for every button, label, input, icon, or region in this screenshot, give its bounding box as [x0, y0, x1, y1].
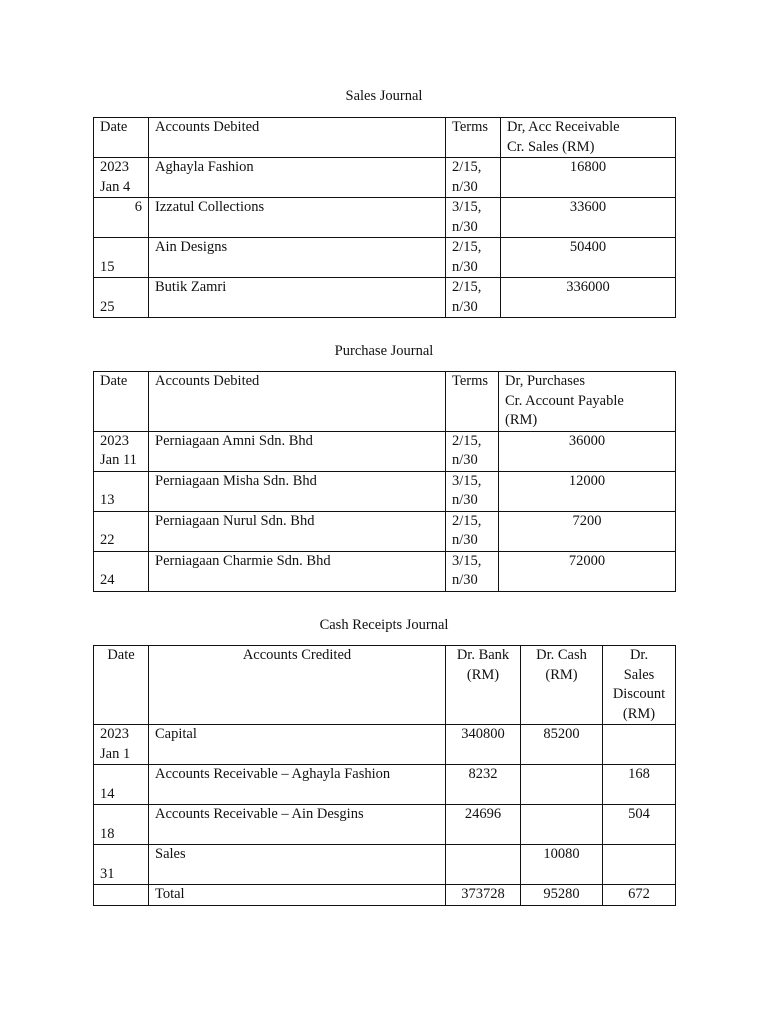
row-discount: 504	[603, 805, 676, 845]
row-terms: 2/15, n/30	[446, 511, 499, 551]
row-account: Aghayla Fashion	[149, 158, 446, 198]
row-account: Ain Designs	[149, 238, 446, 278]
total-cash: 95280	[521, 885, 603, 906]
row-date: 2023 Jan 11	[94, 431, 149, 471]
table-header-row	[94, 118, 676, 158]
row-cash: 10080	[521, 845, 603, 885]
row-account: Total	[149, 885, 446, 906]
row-amount: 36000	[499, 431, 676, 471]
row-cash	[521, 805, 603, 845]
table-total-row	[94, 885, 676, 906]
row-account: Sales	[149, 845, 446, 885]
row-date: 2023 Jan 4	[94, 158, 149, 198]
table-header-row	[94, 646, 676, 725]
row-date: 24	[94, 551, 149, 591]
row-terms: 3/15, n/30	[446, 198, 501, 238]
table-row	[94, 471, 676, 511]
header-date: Date	[94, 372, 149, 432]
header-sales-discount: Dr. Sales Discount (RM)	[603, 646, 676, 725]
row-discount	[603, 845, 676, 885]
row-date: 25	[94, 278, 149, 318]
row-discount	[603, 725, 676, 765]
row-cash: 85200	[521, 725, 603, 765]
header-terms: Terms	[446, 118, 501, 158]
row-account: Accounts Receivable – Aghayla Fashion	[149, 765, 446, 805]
row-date: 14	[94, 765, 149, 805]
row-bank: 8232	[446, 765, 521, 805]
header-date: Date	[94, 118, 149, 158]
row-amount: 50400	[501, 238, 676, 278]
cash-receipts-journal-title: Cash Receipts Journal	[319, 617, 449, 633]
table-row	[94, 278, 676, 318]
row-bank: 24696	[446, 805, 521, 845]
row-discount: 168	[603, 765, 676, 805]
table-header-row	[94, 372, 676, 432]
row-account: Perniagaan Amni Sdn. Bhd	[149, 431, 446, 471]
table-row	[94, 431, 676, 471]
table-row	[94, 198, 676, 238]
row-account: Izzatul Collections	[149, 198, 446, 238]
table-row	[94, 725, 676, 765]
sales-journal-table	[93, 117, 676, 318]
row-account: Butik Zamri	[149, 278, 446, 318]
header-cash: Dr. Cash (RM)	[521, 646, 603, 725]
total-discount: 672	[603, 885, 676, 906]
row-terms: 3/15, n/30	[446, 551, 499, 591]
row-date: 18	[94, 805, 149, 845]
purchase-journal-table	[93, 371, 676, 592]
row-date: 2023 Jan 1	[94, 725, 149, 765]
row-terms: 2/15, n/30	[446, 238, 501, 278]
row-account: Capital	[149, 725, 446, 765]
row-date: 15	[94, 238, 149, 278]
header-terms: Terms	[446, 372, 499, 432]
table-row	[94, 845, 676, 885]
header-amount: Dr, Purchases Cr. Account Payable (RM)	[499, 372, 676, 432]
row-terms: 2/15, n/30	[446, 278, 501, 318]
purchase-journal-title: Purchase Journal	[334, 343, 434, 359]
row-amount: 336000	[501, 278, 676, 318]
row-terms: 2/15, n/30	[446, 431, 499, 471]
row-account: Accounts Receivable – Ain Desgins	[149, 805, 446, 845]
row-date: 13	[94, 471, 149, 511]
row-amount: 12000	[499, 471, 676, 511]
header-accounts-debited: Accounts Debited	[149, 372, 446, 432]
row-account: Perniagaan Misha Sdn. Bhd	[149, 471, 446, 511]
row-date: 22	[94, 511, 149, 551]
cash-receipts-journal-table	[93, 645, 676, 906]
row-date	[94, 885, 149, 906]
table-row	[94, 238, 676, 278]
row-cash	[521, 765, 603, 805]
header-accounts-credited: Accounts Credited	[149, 646, 446, 725]
header-date: Date	[94, 646, 149, 725]
row-amount: 16800	[501, 158, 676, 198]
row-amount: 33600	[501, 198, 676, 238]
header-accounts-debited: Accounts Debited	[149, 118, 446, 158]
total-bank: 373728	[446, 885, 521, 906]
row-account: Perniagaan Charmie Sdn. Bhd	[149, 551, 446, 591]
row-date: 6	[94, 198, 149, 238]
header-bank: Dr. Bank (RM)	[446, 646, 521, 725]
table-row	[94, 765, 676, 805]
table-row	[94, 805, 676, 845]
row-terms: 3/15, n/30	[446, 471, 499, 511]
table-row	[94, 511, 676, 551]
header-amount: Dr, Acc Receivable Cr. Sales (RM)	[501, 118, 676, 158]
row-date: 31	[94, 845, 149, 885]
sales-journal-title: Sales Journal	[345, 88, 423, 104]
table-row	[94, 158, 676, 198]
row-account: Perniagaan Nurul Sdn. Bhd	[149, 511, 446, 551]
table-row	[94, 551, 676, 591]
row-bank	[446, 845, 521, 885]
row-bank: 340800	[446, 725, 521, 765]
row-amount: 72000	[499, 551, 676, 591]
row-terms: 2/15, n/30	[446, 158, 501, 198]
row-amount: 7200	[499, 511, 676, 551]
